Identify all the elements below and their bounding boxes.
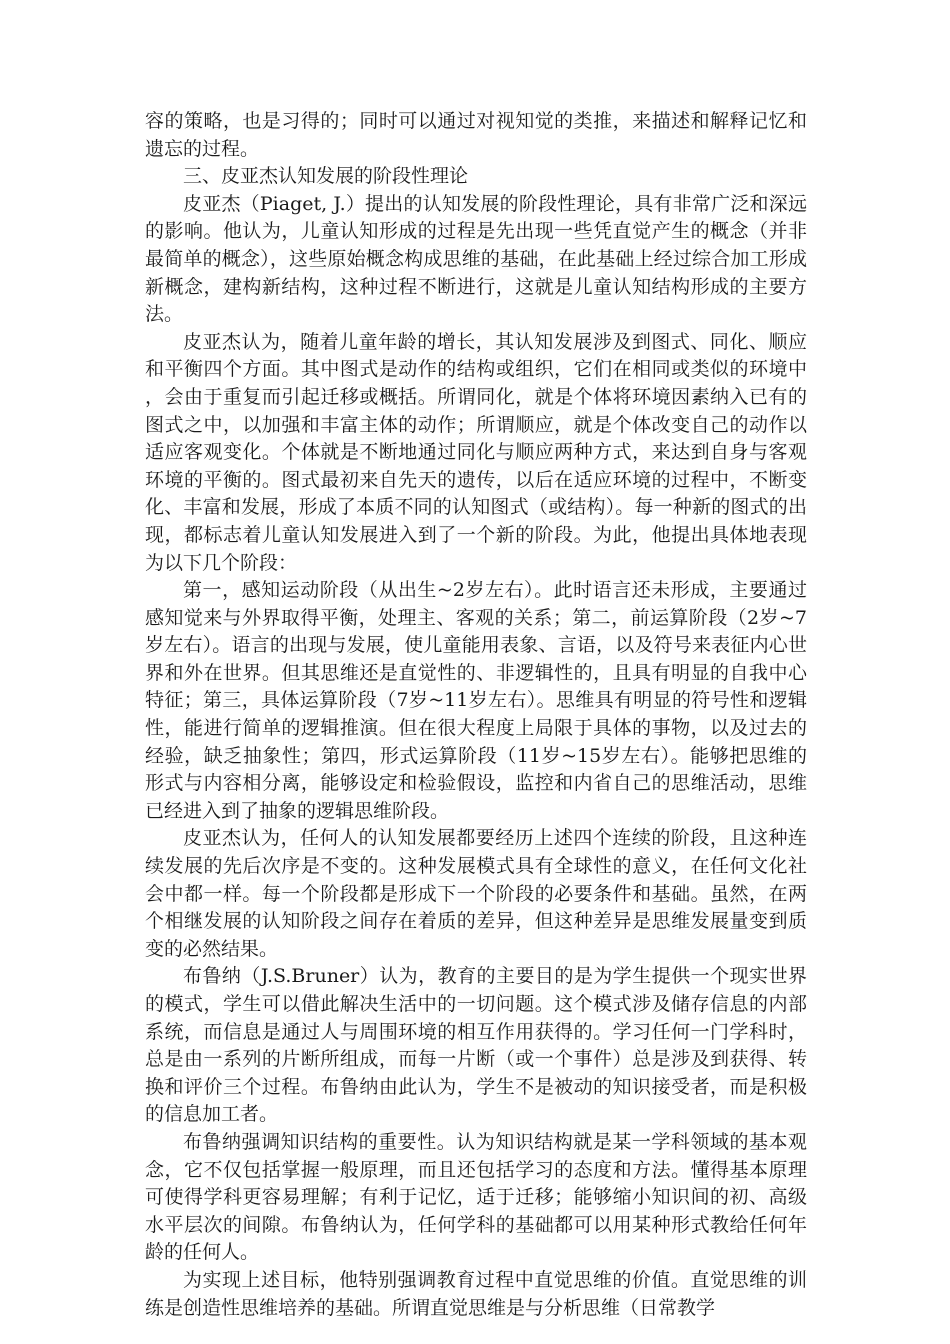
document-page xyxy=(145,108,807,1322)
paragraph-piaget-stages: 第一，感知运动阶段（从出生~2岁左右）。此时语言还未形成，主要通过感知觉来与外界取得平衡，处理主、客观的关系；第二，前运算阶段（2岁~7岁左右）。语言的出现与发展，使儿童能用表象、言语，以及符号来表征内心世界和外在世界。但其思维还是直觉性的、非逻辑性的，且具有明显的自我中心特征；第三，具体运算阶段（7岁~11岁左右）。思维具有明显的符号性和逻辑性，能进行简单的逻辑推演。但在很大程度上局限于具体的事物，以及过去的经验，缺乏抽象性；第四，形式运算阶段（11岁~15岁左右）。能够把思维的形式与内容相分离，能够设定和检验假设，监控和内省自己的思维活动，思维已经进入到了抽象的逻辑思维阶段。 xyxy=(145,579,807,822)
paragraph-bruner-intro: 布鲁纳（J.S.Bruner）认为，教育的主要目的是为学生提供一个现实世界的模式，学生可以借此解决生活中的一切问题。这个模式涉及储存信息的内部系统，而信息是通过人与周围环境的相互作用获得的。学习任何一门学科时，总是由一系列的片断所组成，而每一片断（或一个事件）总是涉及到获得、转换和评价三个过程。布鲁纳由此认为，学生不是被动的知识接受者，而是积极的信息加工者。 xyxy=(145,965,807,1126)
paragraph-continuation: 容的策略，也是习得的；同时可以通过对视知觉的类推，来描述和解释记忆和遗忘的过程。 xyxy=(145,110,807,160)
paragraph-piaget-intro: 皮亚杰（Piaget, J.）提出的认知发展的阶段性理论，具有非常广泛和深远的影响。他认为，儿童认知形成的过程是先出现一些凭直觉产生的概念（并非最简单的概念），这些原始概念构成思维的基础，在此基础上经过综合加工形成新概念，建构新结构，这种过程不断进行，这就是儿童认知结构形成的主要方法。 xyxy=(145,192,807,326)
paragraph-bruner-structure: 布鲁纳强调知识结构的重要性。认为知识结构就是某一学科领域的基本观念，它不仅包括掌握一般原理，而且还包括学习的态度和方法。懂得基本原理可使得学科更容易理解；有利于记忆，适于迁移；能够缩小知识间的初、高级水平层次的间隙。布鲁纳认为，任何学科的基础都可以用某种形式教给任何年龄的任何人。 xyxy=(145,1130,807,1264)
paragraph-piaget-schema: 皮亚杰认为，随着儿童年龄的增长，其认知发展涉及到图式、同化、顺应和平衡四个方面。其中图式是动作的结构或组织，它们在相同或类似的环境中，会由于重复而引起迁移或概括。所谓同化，就是个体将环境因素纳入已有的图式之中，以加强和丰富主体的动作；所谓顺应，就是个体改变自己的动作以适应客观变化。个体就是不断地通过同化与顺应两种方式，来达到自身与客观环境的平衡的。图式最初来自先天的遗传，以后在适应环境的过程中，不断变化、丰富和发展，形成了本质不同的认知图式（或结构）。每一种新的图式的出现，都标志着儿童认知发展进入到了一个新的阶段。为此，他提出具体地表现为以下几个阶段： xyxy=(145,330,807,574)
section-heading: 三、皮亚杰认知发展的阶段性理论 xyxy=(183,165,469,188)
paragraph-piaget-sequence: 皮亚杰认为，任何人的认知发展都要经历上述四个连续的阶段，且这种连续发展的先后次序是不变的。这种发展模式具有全球性的意义，在任何文化社会中都一样。每一个阶段都是形成下一个阶段的必要条件和基础。虽然，在两个相继发展的认知阶段之间存在着质的差异，但这种差异是思维发展量变到质变的必然结果。 xyxy=(145,827,807,960)
paragraph-intuitive-thinking: 为实现上述目标，他特别强调教育过程中直觉思维的价值。直觉思维的训练是创造性思维培养的基础。所谓直觉思维是与分析思维（日常教学 xyxy=(145,1268,807,1319)
